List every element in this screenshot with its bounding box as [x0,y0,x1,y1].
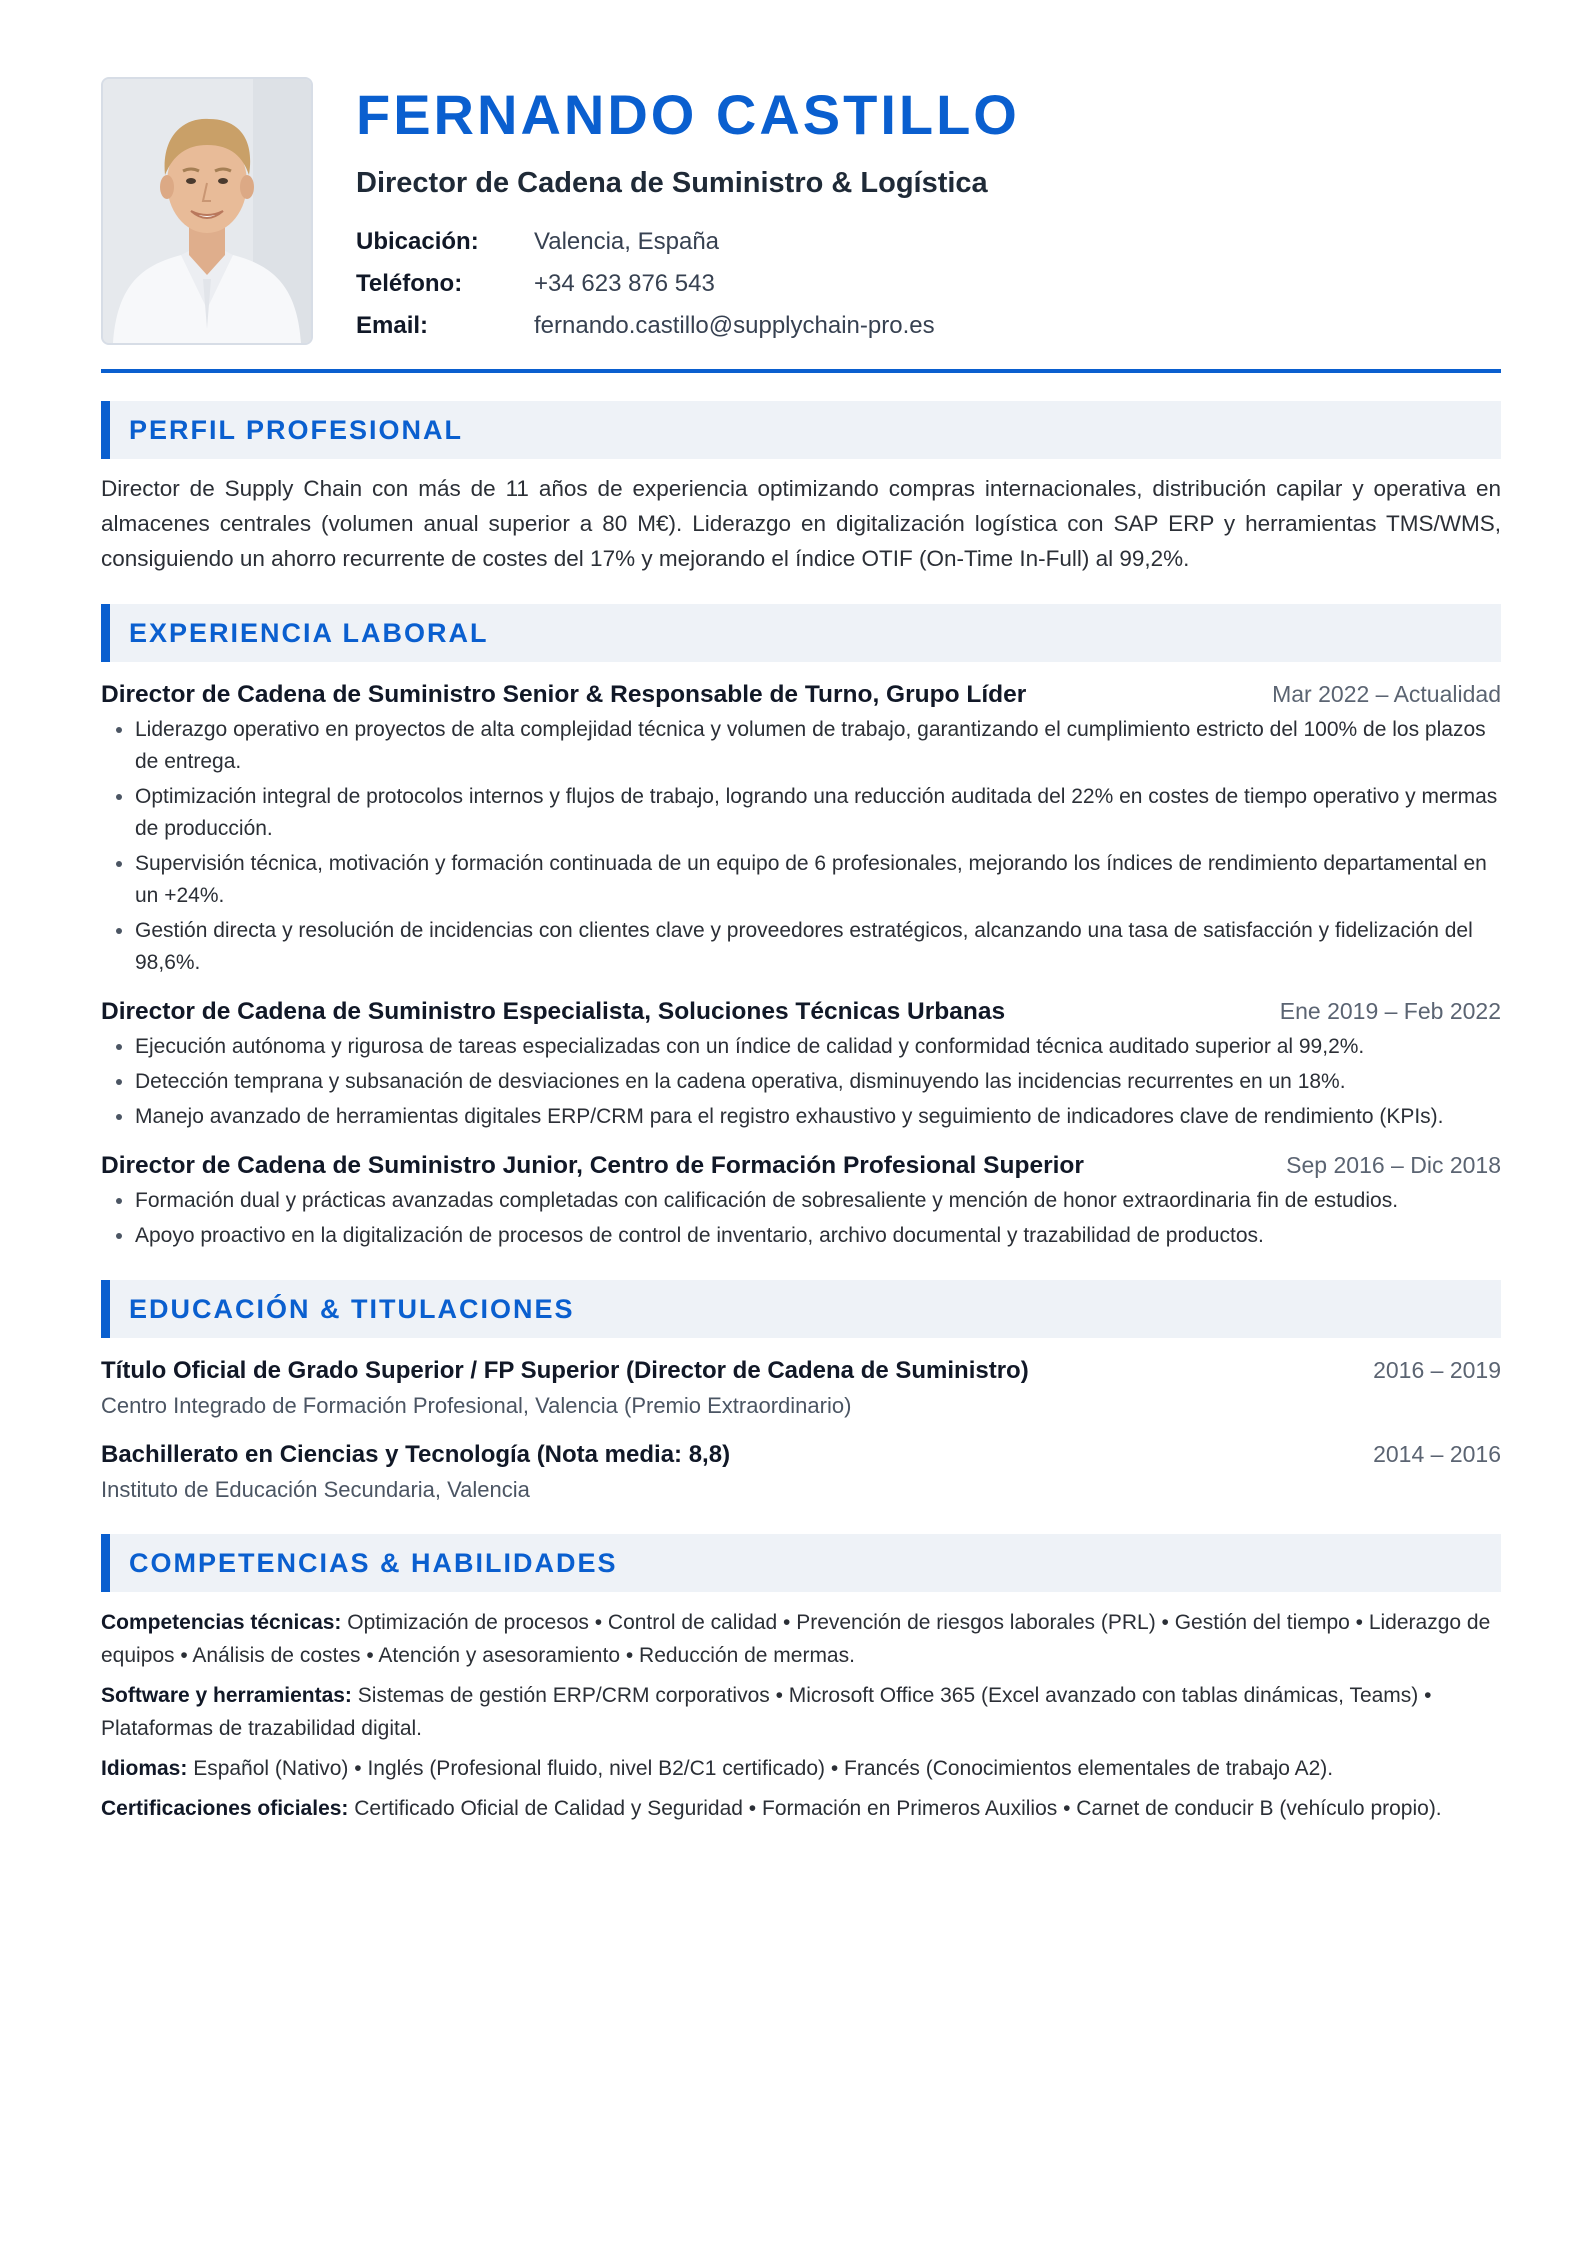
job-achievements [101,1031,1501,1133]
list-item: • Optimización integral de protocolos internos y flujos de trabajo, logrando una reducción auditada del 22% en costes de tiempo operativo y mermas de producción. [135,781,1501,845]
skill-text: Optimización de procesos • Control de calidad • Prevención de riesgos laborales (PRL) • Gestión del tiempo • Liderazgo de equipos • Análisis de costes • Atención y asesoramiento • Reducción de mermas. [101,1611,1491,1667]
job-title: Director de Cadena de Suministro Senior & Responsable de Turno, Grupo Líder [101,681,1027,708]
job-entry [101,1145,1501,1252]
skill-label: Certificaciones oficiales: [101,1797,355,1820]
section-heading: COMPETENCIAS & HABILIDADES [129,1547,618,1578]
skill-text: Certificado Oficial de Calidad y Seguridad • Formación en Primeros Auxilios • Carnet de conducir B (vehículo propio). [354,1797,1442,1820]
job-header [101,1145,1501,1185]
header-info [356,77,1501,347]
section-heading: PERFIL PROFESIONAL [129,414,464,445]
section-heading: EXPERIENCIA LABORAL [129,617,489,648]
education-date: 2016 – 2019 [1373,1357,1501,1383]
skill-label: Idiomas: [101,1757,194,1780]
education-header [101,1350,1501,1390]
skills-list [101,1606,1501,1825]
education-header [101,1434,1501,1474]
list-item: • Ejecución autónoma y rigurosa de tareas especializadas con un índice de calidad y conformidad técnica auditado superior al 99,2%. [135,1031,1501,1063]
education-entry [101,1350,1501,1422]
job-date: Mar 2022 – Actualidad [1272,681,1501,707]
job-entry [101,674,1501,979]
contact-label: Teléfono: [356,270,463,297]
profile-summary: Director de Supply Chain con más de 11 años de experiencia optimizando compras internacionales, distribución capilar y operativa en almacenes centrales (volumen anual superior a 80 M€). Liderazgo en digitalización logística con SAP ERP y herramientas TMS/WMS, consiguiendo un ahorro recurrente de costes del 17% y mejorando el índice OTIF (On-Time In-Full) al 99,2%. [101,476,1501,571]
list-item: • Supervisión técnica, motivación y formación continuada de un equipo de 6 profesionales, mejorando los índices de rendimiento departamental en un +24%. [135,848,1501,912]
section-title-education [101,1280,1501,1338]
list-item: • Gestión directa y resolución de incidencias con clientes clave y proveedores estratégicos, alcanzando una tasa de satisfacción y fidelización del 98,6%. [135,915,1501,979]
contact-label: Email: [356,312,429,339]
contact-row-phone [356,263,1501,305]
contact-row-email [356,305,1501,347]
job-entry [101,991,1501,1133]
list-item: • Manejo avanzado de herramientas digitales ERP/CRM para el registro exhaustivo y seguimiento de indicadores clave de rendimiento (KPIs). [135,1101,1501,1133]
contact-row-location [356,221,1501,263]
job-title: Director de Cadena de Suministro Junior, Centro de Formación Profesional Superior [101,1152,1084,1179]
education-institution: Instituto de Educación Secundaria, Valencia [101,1477,530,1502]
skill-label: Software y herramientas: [101,1684,358,1707]
education-title: Bachillerato en Ciencias y Tecnología (Nota media: 8,8) [101,1441,731,1468]
job-date: Ene 2019 – Feb 2022 [1279,998,1501,1024]
education-date: 2014 – 2016 [1373,1441,1501,1467]
contact-details [356,221,1501,347]
section-heading: EDUCACIÓN & TITULACIONES [129,1293,575,1324]
candidate-name: FERNANDO CASTILLO [356,83,1020,146]
education-institution: Centro Integrado de Formación Profesional, Valencia (Premio Extraordinario) [101,1393,852,1418]
profile-photo [101,77,313,345]
candidate-role: Director de Cadena de Suministro & Logística [356,167,988,199]
job-header [101,674,1501,714]
skill-text: Sistemas de gestión ERP/CRM corporativos • Microsoft Office 365 (Excel avanzado con tablas dinámicas, Teams) • Plataformas de trazabilidad digital. [101,1684,1432,1740]
skill-label: Competencias técnicas: [101,1611,348,1634]
job-header [101,991,1501,1031]
list-item: • Apoyo proactivo en la digitalización de procesos de control de inventario, archivo documental y trazabilidad de productos. [135,1220,1501,1252]
list-item: • Liderazgo operativo en proyectos de alta complejidad técnica y volumen de trabajo, garantizando el cumplimiento estricto del 100% de los plazos de entrega. [135,714,1501,778]
person-portrait-icon [103,79,311,343]
skill-group-software [101,1679,1501,1745]
job-date: Sep 2016 – Dic 2018 [1286,1152,1501,1178]
skill-group-languages [101,1752,1501,1785]
job-title: Director de Cadena de Suministro Especialista, Soluciones Técnicas Urbanas [101,998,1006,1025]
list-item: • Detección temprana y subsanación de desviaciones en la cadena operativa, disminuyendo las incidencias recurrentes en un 18%. [135,1066,1501,1098]
job-achievements [101,714,1501,979]
skill-group-certifications [101,1792,1501,1825]
list-item: • Formación dual y prácticas avanzadas completadas con calificación de sobresaliente y mención de honor extraordinaria fin de estudios. [135,1185,1501,1217]
section-title-profile [101,401,1501,459]
resume-header [101,77,1501,373]
education-entry [101,1434,1501,1506]
section-title-skills [101,1534,1501,1592]
contact-value-location: Valencia, España [534,228,720,255]
education-title: Título Oficial de Grado Superior / FP Superior (Director de Cadena de Suministro) [101,1357,1029,1384]
contact-value-phone: +34 623 876 543 [534,270,715,297]
resume-page [101,77,1501,1832]
skill-group-technical [101,1606,1501,1672]
skill-text: Español (Nativo) • Inglés (Profesional fluido, nivel B2/C1 certificado) • Francés (Conocimientos elementales de trabajo A2). [193,1757,1334,1780]
job-achievements [101,1185,1501,1252]
section-title-experience [101,604,1501,662]
contact-value-email: fernando.castillo@supplychain-pro.es [534,312,935,339]
contact-label: Ubicación: [356,228,479,255]
